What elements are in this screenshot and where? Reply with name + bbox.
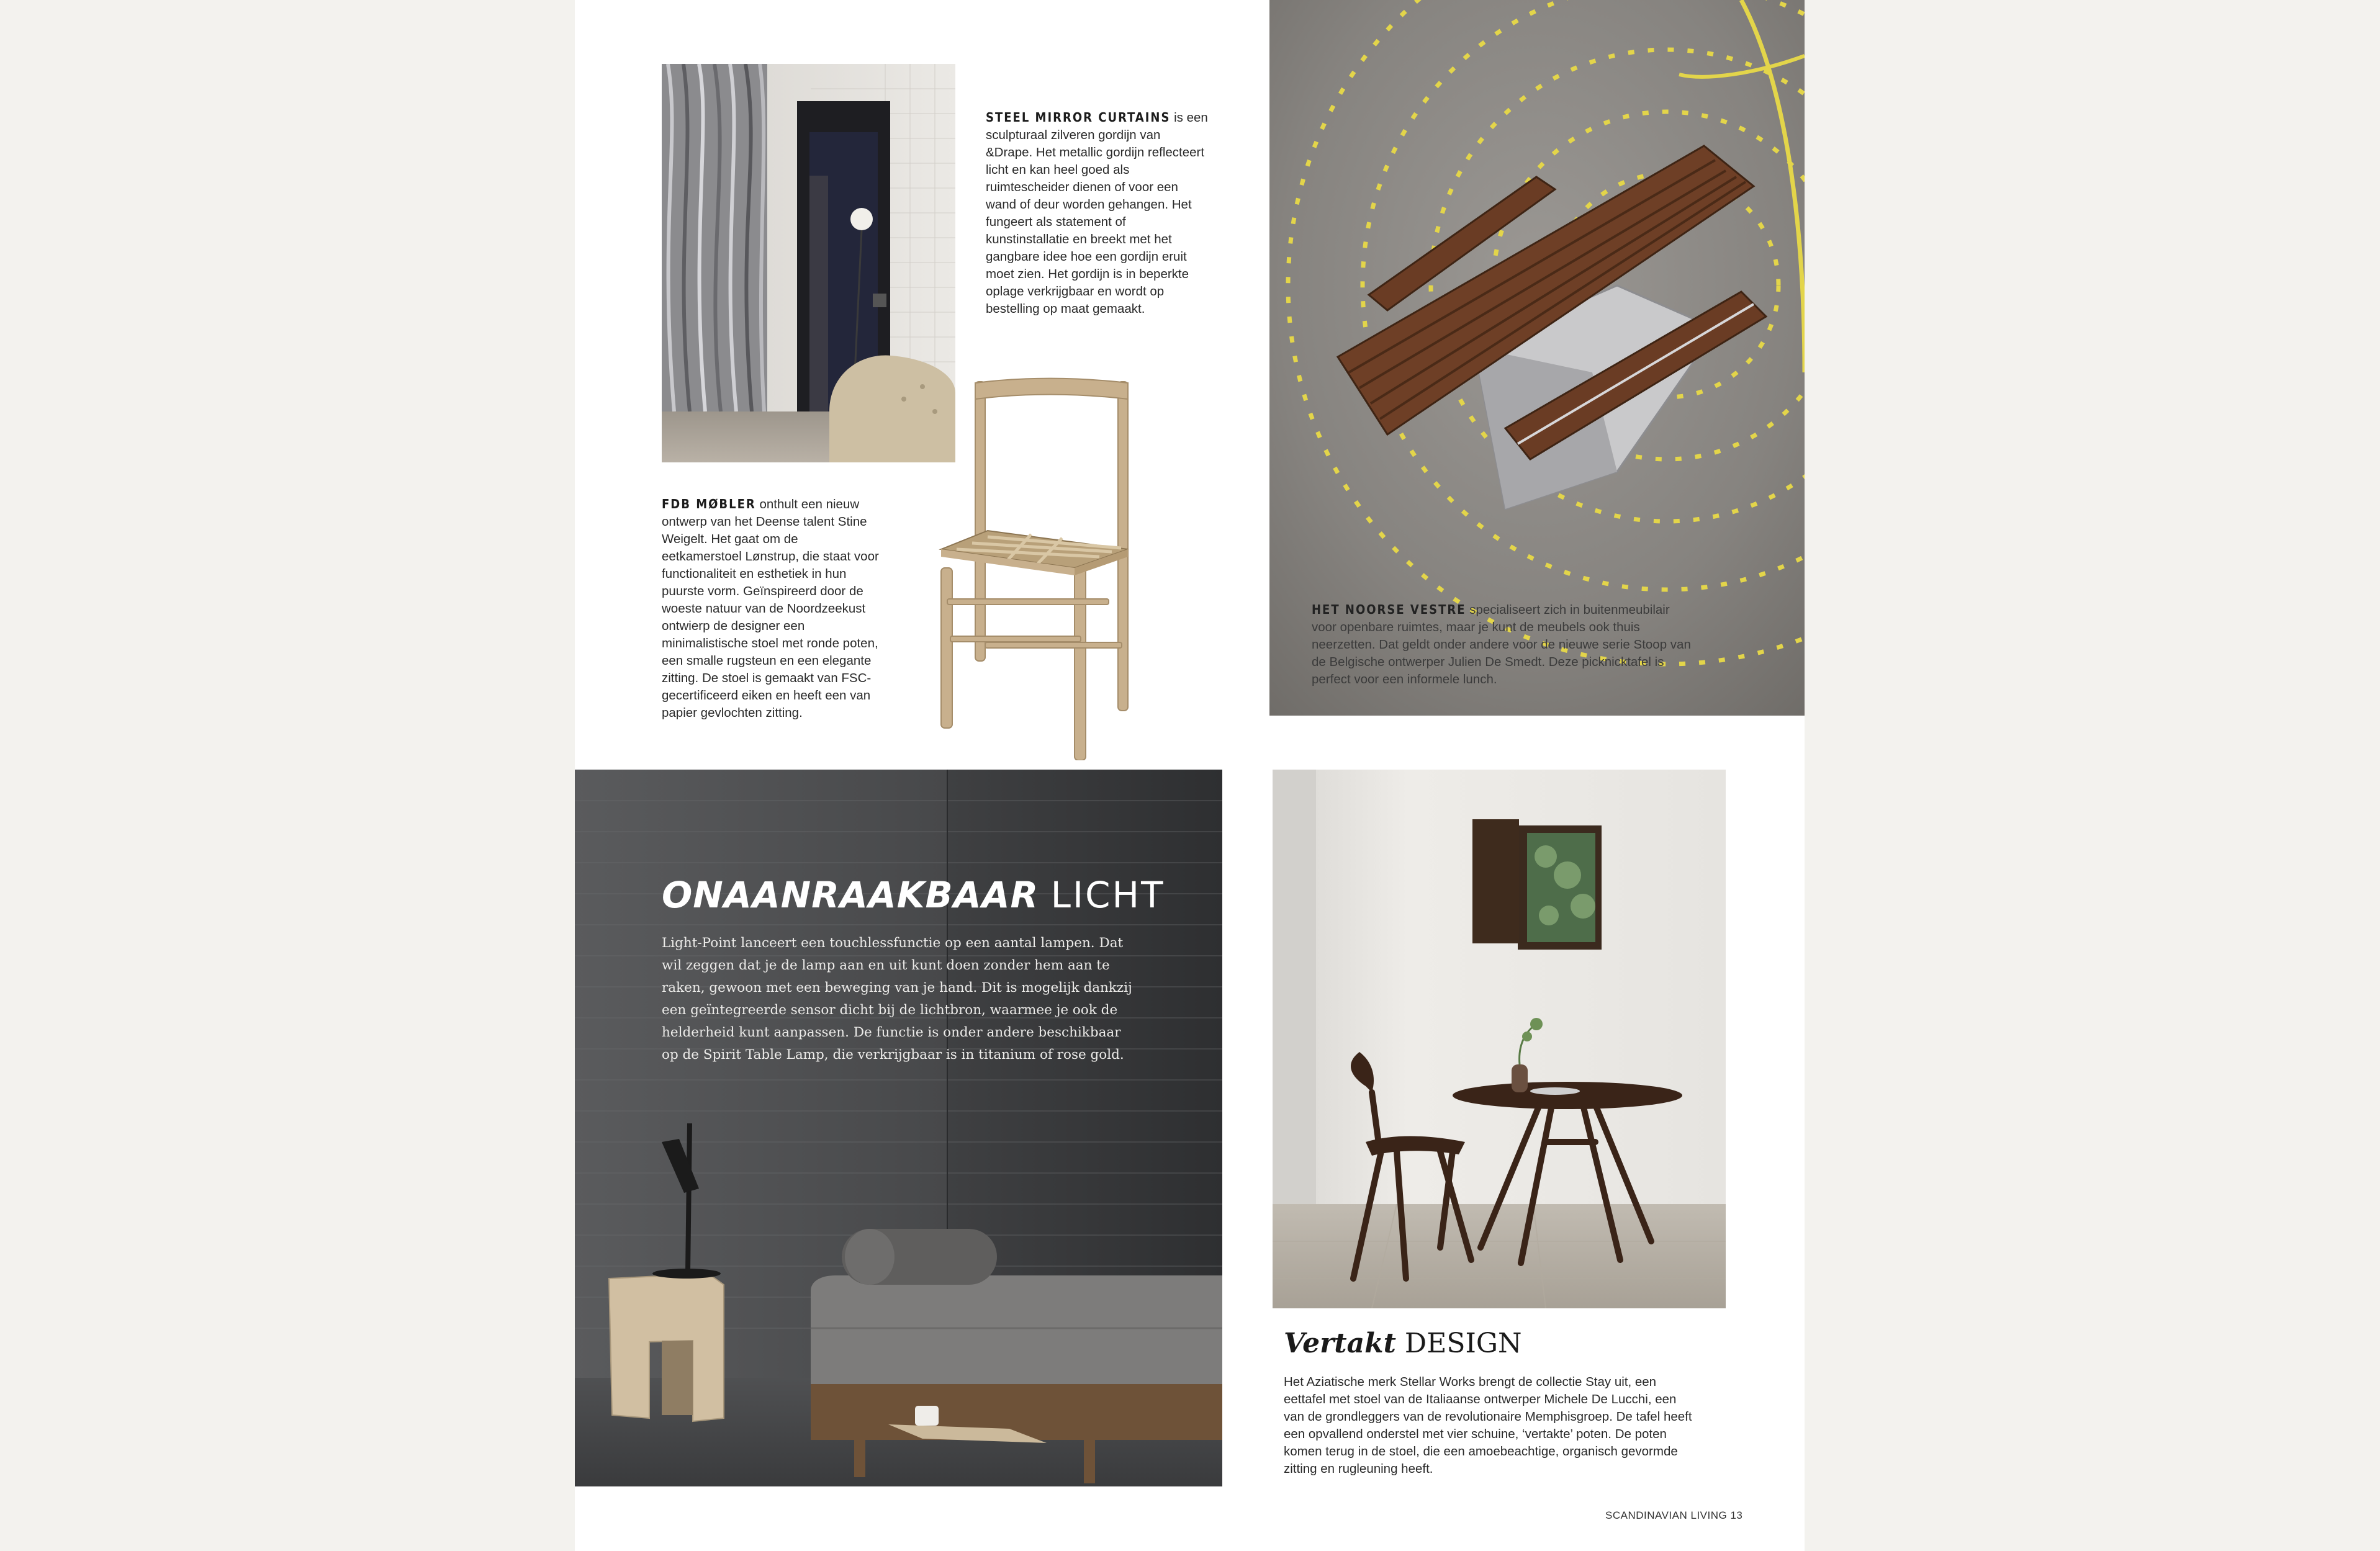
chair-photo <box>913 363 1217 760</box>
lamp-title-light: LICHT <box>1050 874 1165 916</box>
noorse-vestre-text <box>1312 601 1697 688</box>
fdb-lead: FDB MØBLER <box>662 497 756 511</box>
steel-lead: STEEL MIRROR CURTAINS <box>986 110 1171 125</box>
vertakt-title-italic: Vertakt <box>1284 1328 1396 1359</box>
noorse-lead: HET NOORSE VESTRE <box>1312 602 1466 617</box>
lamp-article-title <box>662 873 1196 917</box>
magazine-page <box>575 0 1805 1551</box>
dining-set-photo <box>1273 770 1726 1308</box>
steel-mirror-curtains-text <box>986 109 1209 318</box>
steel-body: is een sculpturaal zilveren gordijn van &Drape. Het metallic gordijn reflecteert licht en kan heel goed als ruimtescheider dienen of voor een wand of deur worden gehangen. Het fungeert als statement of kunstinstallatie en breekt met het gangbare idee hoe een gordijn eruit moet zien. Het gordijn is in beperkte oplage verkrijgbaar en wordt op bestelling op maat gemaakt. <box>986 110 1208 316</box>
vertakt-title <box>1284 1326 1718 1361</box>
lamp-article-text: Light-Point lanceert een touchlessfunctie op een aantal lampen. Dat wil zeggen dat je de lamp aan en uit kunt doen zonder hem aan te raken, gewoon met een beweging van je hand. Dit is mogelijk dankzij een geïntegreerde sensor dicht bij de lichtbron, waarmee je ook de helderheid kunt aanpassen. De functie is onder andere beschikbaar op de Spirit Table Lamp, die verkrijgbaar is in titanium of rose gold. <box>662 935 1132 1063</box>
vertakt-title-caps: DESIGN <box>1404 1328 1522 1359</box>
noorse-body: specialiseert zich in buitenmeubilair voor openbare ruimtes, maar je kunt de meubels ook thuis neerzetten. Dat geldt onder andere voor de nieuwe serie Stoop van de Belgische ontwerper Julien De Smedt. Deze picknicktafel is perfect voor een informele lunch. <box>1312 603 1691 686</box>
curtain-photo <box>662 64 955 462</box>
lamp-title-bold: ONAANRAAKBAAR <box>662 874 1039 916</box>
fdb-body: onthult een nieuw ontwerp van het Deense talent Stine Weigelt. Het gaat om de eetkamerstoel Lønstrup, die staat voor functionaliteit en esthetiek in hun puurste vorm. Geïnspireerd door de woeste natuur van de Noordzeekust ontwierp de designer een minimalistische stoel met ronde poten, een smalle rugsteun en een elegante zitting. De stoel is gemaakt van FSC-gecertificeerd eiken en heeft een van papier gevlochten zitting. <box>662 497 879 720</box>
fdb-mobler-text <box>662 495 879 722</box>
page-footer: SCANDINAVIAN LIVING 13 <box>1605 1509 1743 1521</box>
vertakt-text: Het Aziatische merk Stellar Works brengt de collectie Stay uit, een eettafel met stoel van de Italiaanse ontwerper Michele De Lucchi, een van de grondleggers van de revolutionaire Memphisgroep. De tafel heeft een opvallend onderstel met vier schuine, ‘vertakte’ poten. De poten komen terug in de stoel, die een amoebeachtige, organisch gevormde zitting en rugleuning heeft. <box>1284 1375 1692 1476</box>
